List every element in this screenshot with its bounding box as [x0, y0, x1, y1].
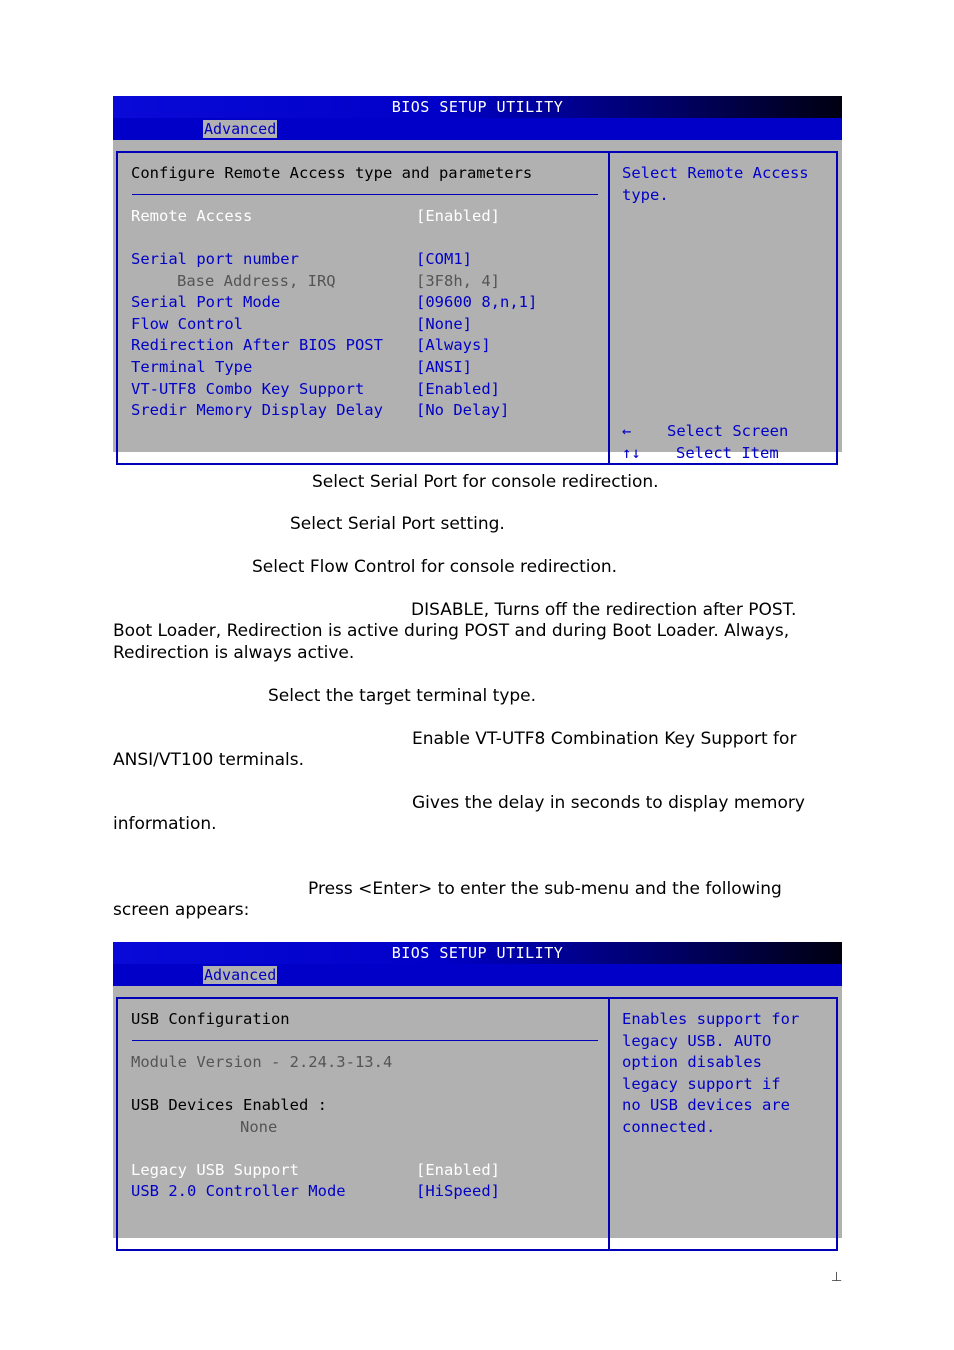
module-version: Module Version - 2.24.3-13.4 [131, 1053, 393, 1071]
terminal-type-label[interactable]: Terminal Type [131, 358, 253, 376]
bios-menu-bar [113, 964, 842, 986]
bios-screen-remote-access [113, 96, 842, 462]
key-hint-select-item: Select Item [676, 444, 779, 462]
key-hint-select-screen: Select Screen [667, 422, 789, 440]
help-text-line: legacy support if [622, 1075, 781, 1093]
legacy-usb-support-value[interactable]: [Enabled] [416, 1161, 500, 1179]
paragraph-memory-delay-line1: Gives the delay in seconds to display memory [412, 793, 805, 813]
base-address-label: Base Address, IRQ [177, 272, 336, 290]
header-divider [132, 1040, 598, 1041]
usb-controller-mode-label[interactable]: USB 2.0 Controller Mode [131, 1182, 346, 1200]
serial-port-mode-value[interactable]: [09600 8,n,1] [416, 293, 538, 311]
paragraph-serial-port: Select Serial Port for console redirection. [312, 472, 659, 492]
paragraph-memory-delay-line2: information. [113, 814, 217, 834]
paragraph-serial-port-mode: Select Serial Port setting. [290, 514, 505, 534]
left-arrow-icon: ← [622, 422, 632, 440]
section-header: Configure Remote Access type and parameters [131, 164, 533, 182]
help-text-line: Enables support for [622, 1010, 800, 1028]
usb-devices-enabled-value: None [240, 1118, 278, 1136]
paragraph-usb-config-line1: Press <Enter> to enter the sub-menu and the following [308, 879, 782, 899]
serial-port-number-label[interactable]: Serial port number [131, 250, 299, 268]
paragraph-terminal-type: Select the target terminal type. [268, 686, 537, 706]
terminal-type-value[interactable]: [ANSI] [416, 358, 472, 376]
up-down-arrow-icon: ↑↓ [622, 444, 641, 462]
page-footer-mark: ⊥ [831, 1270, 843, 1285]
tab-advanced[interactable]: Advanced [204, 966, 277, 984]
paragraph-vt-utf8-line1: Enable VT-UTF8 Combination Key Support for [412, 729, 797, 749]
flow-control-value[interactable]: [None] [416, 315, 472, 333]
header-divider [132, 194, 598, 195]
sredir-memory-delay-label[interactable]: Sredir Memory Display Delay [131, 401, 383, 419]
settings-panel [116, 997, 610, 1251]
legacy-usb-support-label[interactable]: Legacy USB Support [131, 1161, 299, 1179]
redirection-after-post-value[interactable]: [Always] [416, 336, 491, 354]
section-header: USB Configuration [131, 1010, 290, 1028]
bios-screen-usb-configuration [113, 942, 842, 1238]
paragraph-flow-control: Select Flow Control for console redirection. [252, 557, 618, 577]
help-text-line: Select Remote Access [622, 164, 809, 182]
bios-menu-bar [113, 118, 842, 140]
serial-port-number-value[interactable]: [COM1] [416, 250, 472, 268]
help-text-line: legacy USB. AUTO [622, 1032, 772, 1050]
help-panel [608, 151, 838, 465]
usb-devices-enabled-label: USB Devices Enabled : [131, 1096, 327, 1114]
paragraph-vt-utf8-line2: ANSI/VT100 terminals. [113, 750, 305, 770]
paragraph-redirection-line1: DISABLE, Turns off the redirection after POST. [411, 600, 797, 620]
help-panel [608, 997, 838, 1251]
redirection-after-post-label[interactable]: Redirection After BIOS POST [131, 336, 383, 354]
paragraph-redirection-line2: Boot Loader, Redirection is active during POST and during Boot Loader. Always, [113, 621, 790, 641]
usb-controller-mode-value[interactable]: [HiSpeed] [416, 1182, 500, 1200]
help-text-line: option disables [622, 1053, 762, 1071]
paragraph-usb-config-line2: screen appears: [113, 900, 250, 920]
bios-title-bar: BIOS SETUP UTILITY [113, 96, 842, 118]
vt-utf8-combo-key-value[interactable]: [Enabled] [416, 380, 500, 398]
help-text-line: connected. [622, 1118, 716, 1136]
help-text-line: no USB devices are [622, 1096, 790, 1114]
bios-title-bar: BIOS SETUP UTILITY [113, 942, 842, 964]
paragraph-redirection-line3: Redirection is always active. [113, 643, 355, 663]
help-text-line: type. [622, 186, 669, 204]
remote-access-label[interactable]: Remote Access [131, 207, 253, 225]
flow-control-label[interactable]: Flow Control [131, 315, 243, 333]
settings-panel [116, 151, 610, 465]
vt-utf8-combo-key-label[interactable]: VT-UTF8 Combo Key Support [131, 380, 365, 398]
sredir-memory-delay-value[interactable]: [No Delay] [416, 401, 510, 419]
remote-access-value[interactable]: [Enabled] [416, 207, 500, 225]
serial-port-mode-label[interactable]: Serial Port Mode [131, 293, 281, 311]
base-address-value: [3F8h, 4] [416, 272, 500, 290]
tab-advanced[interactable]: Advanced [204, 120, 277, 138]
